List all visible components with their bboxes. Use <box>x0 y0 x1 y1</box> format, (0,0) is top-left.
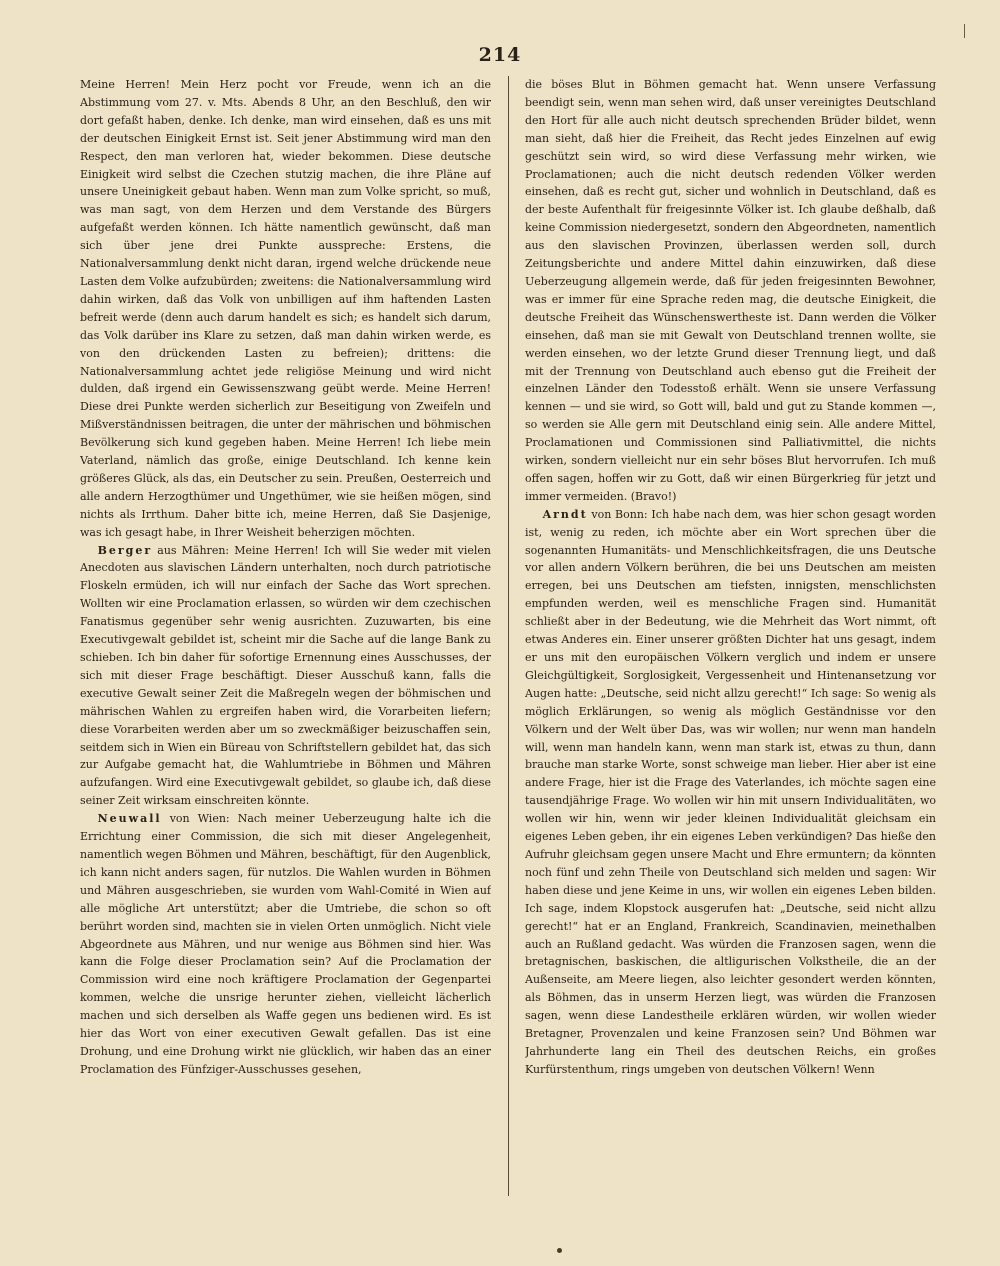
speaker-name: Neuwall <box>97 812 162 826</box>
paragraph <box>80 810 491 1079</box>
footer-dot <box>557 1248 562 1253</box>
paragraph <box>80 76 491 542</box>
paragraph-text: Meine Herren! Mein Herz pocht vor Freude, wenn ich an die Abstimmung vom 27. v. Mts. Abends 8 Uhr, an den Beschluß, den wir dort gefaßt haben, denke. Ich denke, man wird einsehen, daß es uns mit der deutschen Einigkeit Ernst ist. Seit jener Abstimmung wird man den Respect, den man verloren hat, wieder bekommen. Diese deutsche Einigkeit wird selbst die Czechen stutzig machen, die ihre Pläne auf unsere Uneinigkeit gebaut haben. Wenn man zum Volke spricht, so muß, was man sagt, von dem Herzen und dem Verstande des Bürgers aufgefaßt werden können. Ich hätte namentlich gewünscht, daß man sich über jene drei Punkte ausspreche: Erstens, die Nationalversammlung denkt nicht daran, irgend welche drückende neue Lasten dem Volke aufzubürden; zweitens: die Nationalversammlung wird dahin wirken, daß das Volk von unbilligen auf ihm haftenden Lasten befreit werde (denn auch darum handelt es sich; es handelt sich darum, das Volk darüber ins Klare zu setzen, daß man dahin wirken werde, es von den drückenden Lasten zu befreien); drittens: die Nationalversammlung achtet jede religiöse Meinung und wird nicht dulden, daß irgend ein Gewissenszwang geübt werde. Meine Herren! Diese drei Punkte werden sicherlich zur Beseitigung von Zweifeln und Mißverständnissen beitragen, die unter der mährischen und böhmischen Bevölkerung sich kund gegeben haben. Meine Herren! Ich liebe mein Vaterland, nämlich das große, einige Deutschland. Ich kenne kein größeres Glück, als das, ein Deutscher zu sein. Preußen, Oesterreich und alle andern Herzogthümer und Ungethümer, wie sie heißen mögen, sind nichts als Irrthum. Daher bitte ich, meine Herren, daß Sie Dasjenige, was ich gesagt habe, in Ihrer Weisheit beherzigen möchten. <box>80 78 491 539</box>
speaker-name: Berger <box>97 543 153 557</box>
column-divider <box>508 76 509 1196</box>
page-number: 214 <box>478 44 522 66</box>
text-columns <box>80 76 936 1196</box>
paragraph-text: von Wien: Nach meiner Ueberzeugung halte ich die Errichtung einer Commission, die sich mit dieser Angelegenheit, namentlich wegen Böhmen und Mähren, beschäftigt, für den Augenblick, ich kann nicht anders sagen, für nutzlos. Die Wahlen wurden in Böhmen und Mähren ausgeschrieben, sie wurden vom Wahl-Comité in Wien auf alle mögliche Art unterstützt; aber die Umtriebe, die schon so oft berührt worden sind, machten sie in vielen Orten unmöglich. Nicht viele Abgeordnete aus Mähren, und nur wenige aus Böhmen sind hier. Was kann die Folge dieser Proclamation sein? Auf die Proclamation der Commission wird eine noch kräftigere Proclamation der Gegenpartei kommen, welche die unsrige herunter ziehen, vielleicht lächerlich machen und sich derselben als Waffe gegen uns bedienen wird. Es ist hier das Wort von einer executiven Gewalt gefallen. Das ist eine Drohung, und eine Drohung wirkt nie glücklich, wir haben das an einer Proclamation des Fünfziger-Ausschusses gesehen, <box>80 812 491 1076</box>
paragraph <box>525 76 936 506</box>
paragraph <box>80 542 491 811</box>
right-column <box>525 76 936 1196</box>
paragraph-text: von Bonn: Ich habe nach dem, was hier schon gesagt worden ist, wenig zu reden, ich möchte aber ein Wort sprechen über die sogenannten Humanitäts- und Menschlichkeitsfragen, die uns Deutsche vor allen andern Völkern berühren, die bei uns Deutschen am meisten erregen, bei uns Deutschen am tiefsten, innigsten, menschlichsten empfunden werden, weil es menschliche Fragen sind. Humanität schließt aber in der Bedeutung, wie die Mehrheit das Wort nimmt, oft etwas Anderes ein. Einer unserer größten Dichter hat uns gesagt, indem er uns mit den europäischen Völkern verglich und indem er unsere Gleichgültigkeit, Sorglosigkeit, Vergessenheit und Hintenansetzung vor Augen hatte: „Deutsche, seid nicht allzu gerecht!“ Ich sage: So wenig als möglich Erklärungen, so wenig als möglich Geständnisse vor den Völkern und der Welt über Das, was wir wollen; nur wenn man handeln will, wenn man handeln kann, wenn man stark ist, etwas zu thun, dann brauche man starke Worte, sonst schweige man lieber. Hier aber ist eine andere Frage, hier ist die Frage des Vaterlandes, ich möchte sagen eine tausendjährige Frage. Wo wollen wir hin mit unsern Individualitäten, wo wollen wir hin, wenn wir jeder kleinen Individualität gleichsam ein eigenes Leben geben, ihr ein eigenes Leben verkündigen? Das hieße den Aufruhr gleichsam gegen unsere Macht und Ehre ermuntern; da könnten noch fünf und zehn Theile von Deutschland sich melden und sagen: Wir haben diese und jene Keime in uns, wir wollen ein eigenes Leben bilden. Ich sage, indem Klopstock ausgerufen hat: „Deutsche, seid nicht allzu gerecht!“ hat er an England, Frankreich, Scandinavien, meinethalben auch an Rußland gedacht. Was würden die Franzosen sagen, wenn die bretagnischen, baskischen, die altligurischen Volkstheile, die an der Außenseite, am Meere liegen, also leichter gesondert werden könnten, als Böhmen, das in unserm Herzen liegt, was würden die Franzosen sagen, wenn diese Landestheile erklären würden, wir wollen wieder Bretagner, Provenzalen und keine Franzosen sein? Und Böhmen war Jahrhunderte lang ein Theil des deutschen Reichs, ein großes Kurfürstenthum, rings umgeben von deutschen Völkern! Wenn <box>525 507 936 1076</box>
paragraph <box>525 506 936 1079</box>
margin-mark <box>964 24 965 38</box>
left-column <box>80 76 491 1196</box>
paragraph-text: aus Mähren: Meine Herren! Ich will Sie weder mit vielen Anecdoten aus slavischen Ländern unterhalten, noch durch patriotische Floskeln ermüden, ich will nur einfach der Sache das Wort sprechen. Wollten wir eine Proclamation erlassen, so würden wir dem czechischen Fanatismus gegenüber sehr wenig ausrichten. Zuzuwarten, bis eine Executivgewalt gebildet ist, scheint mir die Sache auf die lange Bank zu schieben. Ich bin daher für sofortige Ernennung eines Ausschusses, der sich mit dieser Frage beschäftigt. Dieser Ausschuß kann, falls die executive Gewalt seiner Zeit die Maßregeln wegen der böhmischen und mährischen Wahlen zu ergreifen haben wird, die Vorarbeiten liefern; diese Vorarbeiten werden aber um so zweckmäßiger beizuschaffen sein, seitdem sich in Wien ein Büreau von Schriftstellern gebildet hat, das sich zur Aufgabe gemacht hat, die Wahlumtriebe in Böhmen und Mähren aufzufangen. Wird eine Executivgewalt gebildet, so glaube ich, daß diese seiner Zeit wirksam einschreiten könnte. <box>80 543 491 808</box>
paragraph-text: die böses Blut in Böhmen gemacht hat. Wenn unsere Verfassung beendigt sein, wenn man sehen wird, daß unser vereinigtes Deutschland den Hort für alle auch nicht deutsch sprechenden Brüder bildet, wenn man sieht, daß hier die Freiheit, das Recht jedes Einzelnen auf ewig geschützt sein wird, so wird diese Verfassung mehr wirken, wie Proclamationen; auch die nicht deutsch redenden Völker werden einsehen, daß es recht gut, sicher und wohnlich in Deutschland, daß es der beste Aufenthalt für freigesinnte Völker ist. Ich glaube deßhalb, daß keine Commission niedergesetzt, sondern den Abgeordneten, namentlich aus den slavischen Provinzen, überlassen werden soll, durch Zeitungsberichte und andere Mittel dahin einzuwirken, daß diese Ueberzeugung allgemein werde, daß für jeden freigesinnten Bewohner, was er immer für eine Sprache reden mag, die deutsche Einigkeit, die deutsche Freiheit das Wünschenswertheste ist. Dann werden die Völker einsehen, daß man sie mit Gewalt von Deutschland trennen wollte, sie werden einsehen, wo der letzte Grund dieser Trennung liegt, und daß mit der Trennung von Deutschland auch ebenso gut die Freiheit der einzelnen Länder den Todesstoß erhält. Wenn sie unsere Verfassung kennen — und sie wird, so Gott will, bald und gut zu Stande kommen —, so werden sie Alle gern mit Deutschland einig sein. Alle andere Mittel, Proclamationen und Commissionen sind Palliativmittel, die nichts wirken, sondern vielleicht nur ein sehr böses Blut hervorrufen. Ich muß offen sagen, hoffen wir zu Gott, daß wir einen Bürgerkrieg für jetzt und immer vermeiden. (Bravo!) <box>525 78 936 503</box>
speaker-name: Arndt <box>542 507 588 521</box>
